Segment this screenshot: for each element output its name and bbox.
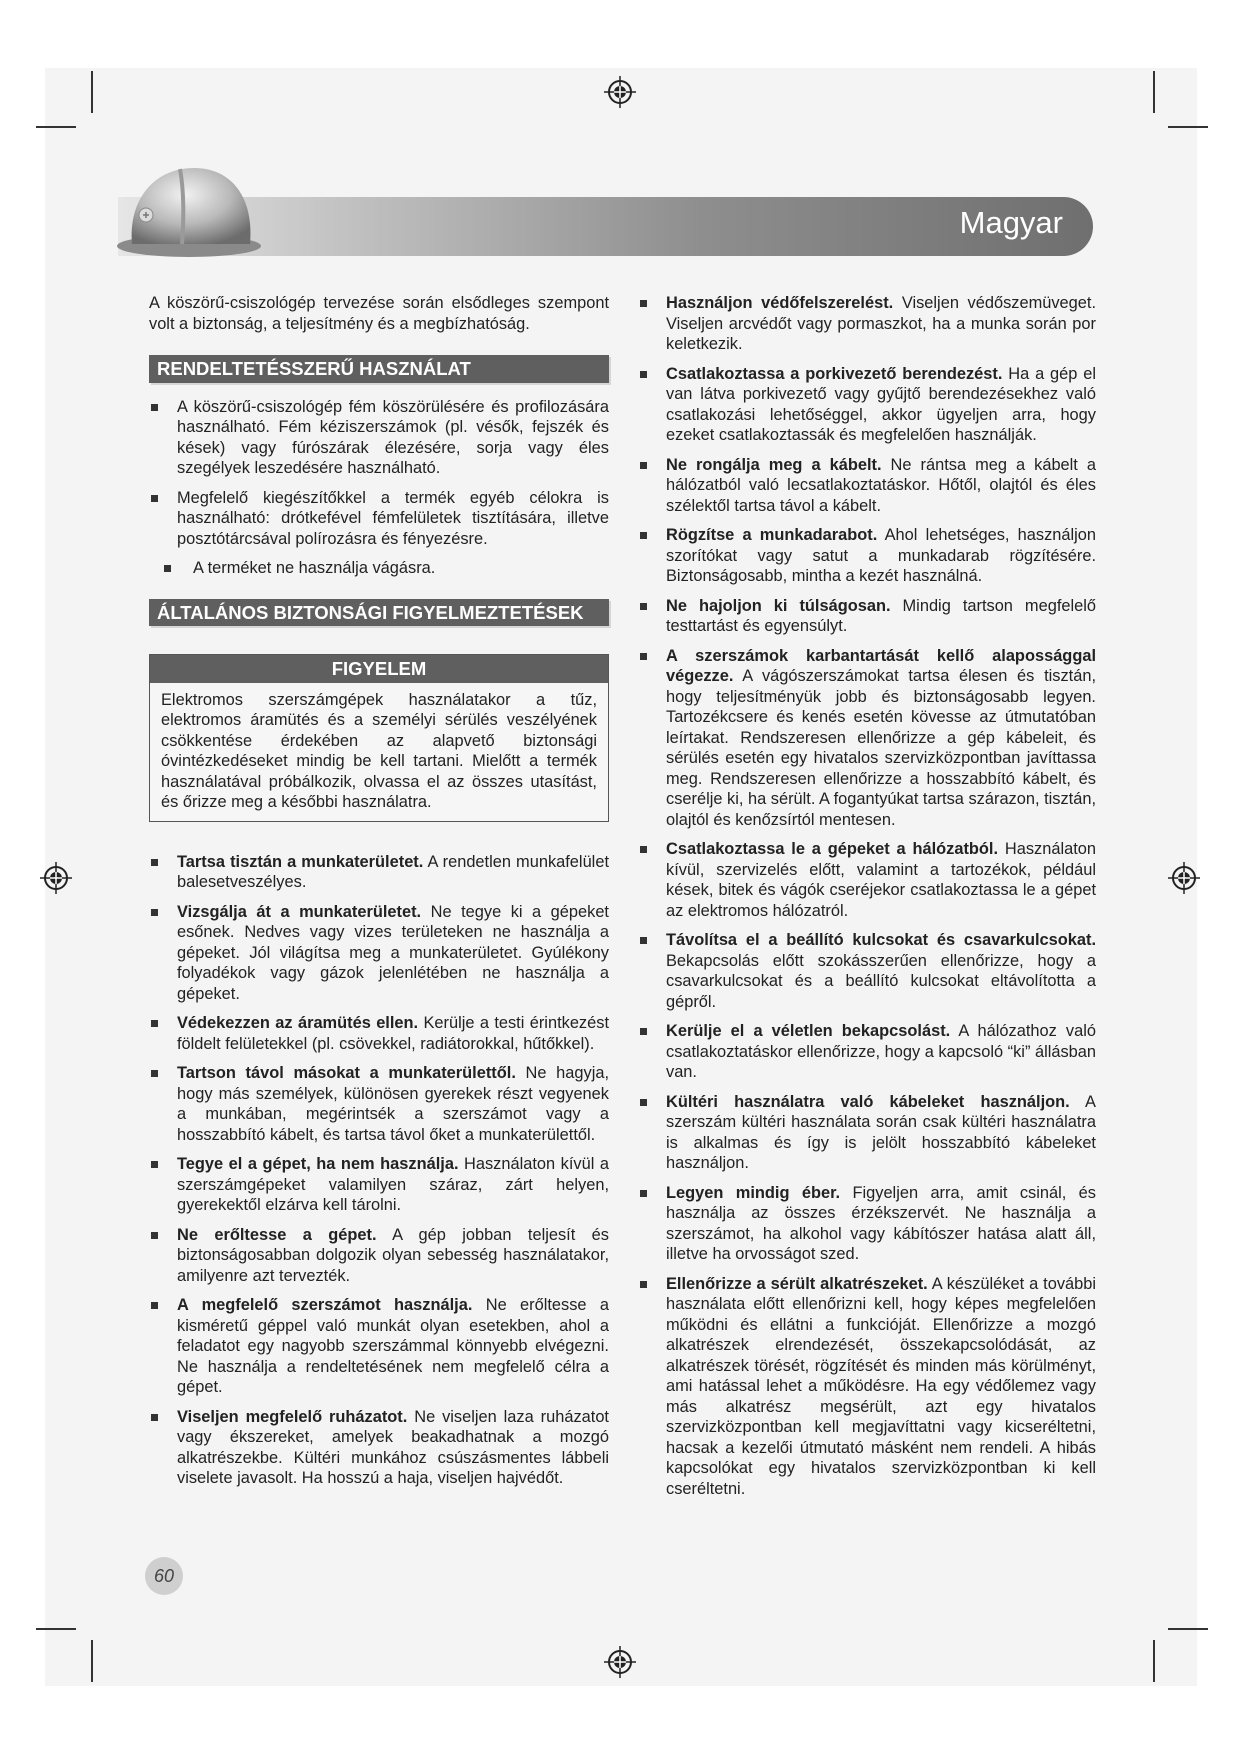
safety-list-right	[638, 293, 1096, 1499]
page-number: 60	[145, 1557, 183, 1595]
list-item: Tartson távol másokat a munkaterülettől. Ne hagyja, hogy más személyek, különösen gyerekek részt vegyenek a munkában, megérintsék a szerszámot vagy a hosszabbító kábelt, és tartsa távol őket a munkaterülettől.	[149, 1063, 609, 1145]
safety-list-left	[149, 852, 609, 1489]
right-column	[638, 293, 1096, 1508]
list-item: Tegye el a gépet, ha nem használja. Használaton kívül a szerszámgépeket valamilyen száraz, zárt helyen, gyerekektől elzárva kell tárolni.	[149, 1154, 609, 1216]
list-item: A megfelelő szerszámot használja. Ne erőltesse a kisméretű géppel való munkát olyan esetekben, ahol a feladatot egy nagyobb szerszámmal könnyebb elvégezni. Ne használja a rendeltetésének nem megfelelő célra a gépet.	[149, 1295, 609, 1398]
list-item: Legyen mindig éber. Figyeljen arra, amit csinál, és használja az összes érzékszervét. Ne használja a szerszámot, ha alkohol vagy kábítószer hatása alatt áll, illetve ha orvosságot szed.	[638, 1183, 1096, 1265]
registration-mark-icon	[1168, 862, 1200, 894]
left-column	[149, 293, 609, 1498]
crop-mark	[1168, 1628, 1208, 1630]
registration-mark-icon	[604, 1646, 636, 1678]
crop-mark	[36, 126, 76, 128]
list-item: Ne hajoljon ki túlságosan. Mindig tartson megfelelő testtartást és egyensúlyt.	[638, 596, 1096, 637]
registration-mark-icon	[604, 76, 636, 108]
safety-helmet-icon	[114, 160, 269, 260]
list-item: Távolítsa el a beállító kulcsokat és csavarkulcsokat. Bekapcsolás előtt szokásszerűen ellenőrizze, hogy a csavarkulcsokat és a beállító kulcsokat eltávolította a gépről.	[638, 930, 1096, 1012]
list-item: Ellenőrizze a sérült alkatrészeket. A készüléket a további használata előtt ellenőrizni kell, hogy képes megfelelően működni és ellátni a funkcióját. Ellenőrizze a mozgó alkatrészek elrendezését, összekapcsolódását, az alkatrészek törését, rögzítését és minden más körülményt, ami hatással lehet a működésre. Ha egy védőlemez vagy más alkatrész megsérült, azt egy hivatalos szervizközpontban kell megjavíttatni vagy kicseréltetni, hacsak a kezelői útmutató másként nem rendeli. A hibás kapcsolókat egy hivatalos szervizközpontban ki kell cseréltetni.	[638, 1274, 1096, 1500]
list-item: Kerülje el a véletlen bekapcsolást. A hálózathoz való csatlakoztatáskor ellenőrizze, hogy a kapcsoló “ki” állásban van.	[638, 1021, 1096, 1083]
list-item: Rögzítse a munkadarabot. Ahol lehetséges, használjon szorítókat vagy satut a munkadarab rögzítésére. Biztonságosabb, mintha a kezét használná.	[638, 525, 1096, 587]
intended-use-list	[149, 397, 609, 550]
list-item: Csatlakoztassa le a gépeket a hálózatból. Használaton kívül, szervizelés előtt, valamint a tartozékok, például kések, bitek és vágók cseréjekor csatlakoztassa le a gépet az elektromos hálózatról.	[638, 839, 1096, 921]
list-item: Kültéri használatra való kábeleket használjon. A szerszám kültéri használata során csak kültéri használatra is alkalmas és így is jelölt hosszabbító kábeleket használjon.	[638, 1092, 1096, 1174]
crop-mark	[36, 1628, 76, 1630]
crop-mark	[91, 71, 93, 113]
list-item: A terméket ne használja vágásra.	[149, 558, 609, 579]
intended-use-heading: RENDELTETÉSSZERŰ HASZNÁLAT	[149, 355, 609, 383]
warning-text: Elektromos szerszámgépek használatakor a tűz, elektromos áramütés és a személyi sérülés veszélyének csökkentése érdekében az alapvető biztonsági óvintézkedéseket mindig be kell tartani. Mielőtt a termék használatával próbálkozik, olvassa el az összes utasítást, és őrizze meg a későbbi használatra.	[161, 690, 597, 811]
warning-box	[149, 654, 609, 822]
crop-mark	[1153, 1640, 1155, 1682]
list-item: A köszörű-csiszológép fém köszörülésére és profilozására használható. Fém kéziszerszámok (pl. vésők, fejszék és kések) vagy fúrószárak élezésére, sorja vagy éles szegélyek leszedésére használható.	[149, 397, 609, 479]
list-item: Használjon védőfelszerelést. Viseljen védőszemüveget. Viseljen arcvédőt vagy pormaszkot, ha a munka során por keletkezik.	[638, 293, 1096, 355]
crop-mark	[91, 1640, 93, 1682]
list-item: Vizsgálja át a munkaterületet. Ne tegye ki a gépeket esőnek. Nedves vagy vizes területeken ne használja a gépeket. Jól világítsa meg a munkaterületet. Gyúlékony folyadékok vagy gázok jelenlétében ne használja a gépeket.	[149, 902, 609, 1005]
intended-use-sublist	[149, 558, 609, 579]
list-item: Csatlakoztassa a porkivezető berendezést. Ha a gép el van látva porkivezető vagy gyűjtő berendezésekhez való csatlakozási lehetőséggel, akkor ügyeljen arra, hogy ezeket csatlakoztassák és megfelelően használják.	[638, 364, 1096, 446]
crop-mark	[1168, 126, 1208, 128]
list-item: Ne erőltesse a gépet. A gép jobban teljesít és biztonságosabban dolgozik olyan sebesség használatakor, amilyenre azt tervezték.	[149, 1225, 609, 1287]
list-item: A szerszámok karbantartását kellő alapossággal végezze. A vágószerszámokat tartsa élesen és tisztán, hogy teljesítményük jobb és biztonságosabb legyen. Tartozékcsere és kenés esetén kövesse az útmutatóban leírtakat. Rendszeresen ellenőrizze a gép kábeleit, és sérülés esetén egy hivatalos szervizközpontban javíttassa meg. Rendszeresen ellenőrizze a hosszabbító kábelt, és cserélje ki, ha sérült. A fogantyúkat tartsa szárazon, tisztán, olajtól és kenőzsírtól mentesen.	[638, 646, 1096, 831]
intro-paragraph: A köszörű-csiszológép tervezése során elsődleges szempont volt a biztonság, a teljesítmény és a megbízhatóság.	[149, 294, 609, 333]
language-title: Magyar	[959, 205, 1063, 240]
list-item: Megfelelő kiegészítőkkel a termék egyéb célokra is használható: drótkefével fémfelületek tisztítására, illetve posztótárcsával polírozásra és fényezésre.	[149, 488, 609, 550]
list-item: Védekezzen az áramütés ellen. Kerülje a testi érintkezést földelt felületekkel (pl. csövekkel, radiátorokkal, hűtőkkel).	[149, 1013, 609, 1054]
general-safety-heading: ÁLTALÁNOS BIZTONSÁGI FIGYELMEZTETÉSEK	[149, 599, 609, 627]
list-item: Ne rongálja meg a kábelt. Ne rántsa meg a kábelt a hálózatból való lecsatlakoztatáskor. Hőtől, olajtól és éles szélektől tartsa távol a kábelt.	[638, 455, 1096, 517]
warning-title: FIGYELEM	[150, 655, 608, 683]
list-item: Tartsa tisztán a munkaterületet. A rendetlen munkafelület balesetveszélyes.	[149, 852, 609, 893]
list-item: Viseljen megfelelő ruházatot. Ne viseljen laza ruházatot vagy ékszereket, amelyek beakadhatnak a mozgó alkatrészekbe. Kültéri munkához csúszásmentes lábbeli viselete javasolt. Ha hosszú a haja, viseljen hajvédőt.	[149, 1407, 609, 1489]
registration-mark-icon	[40, 862, 72, 894]
crop-mark	[1153, 71, 1155, 113]
